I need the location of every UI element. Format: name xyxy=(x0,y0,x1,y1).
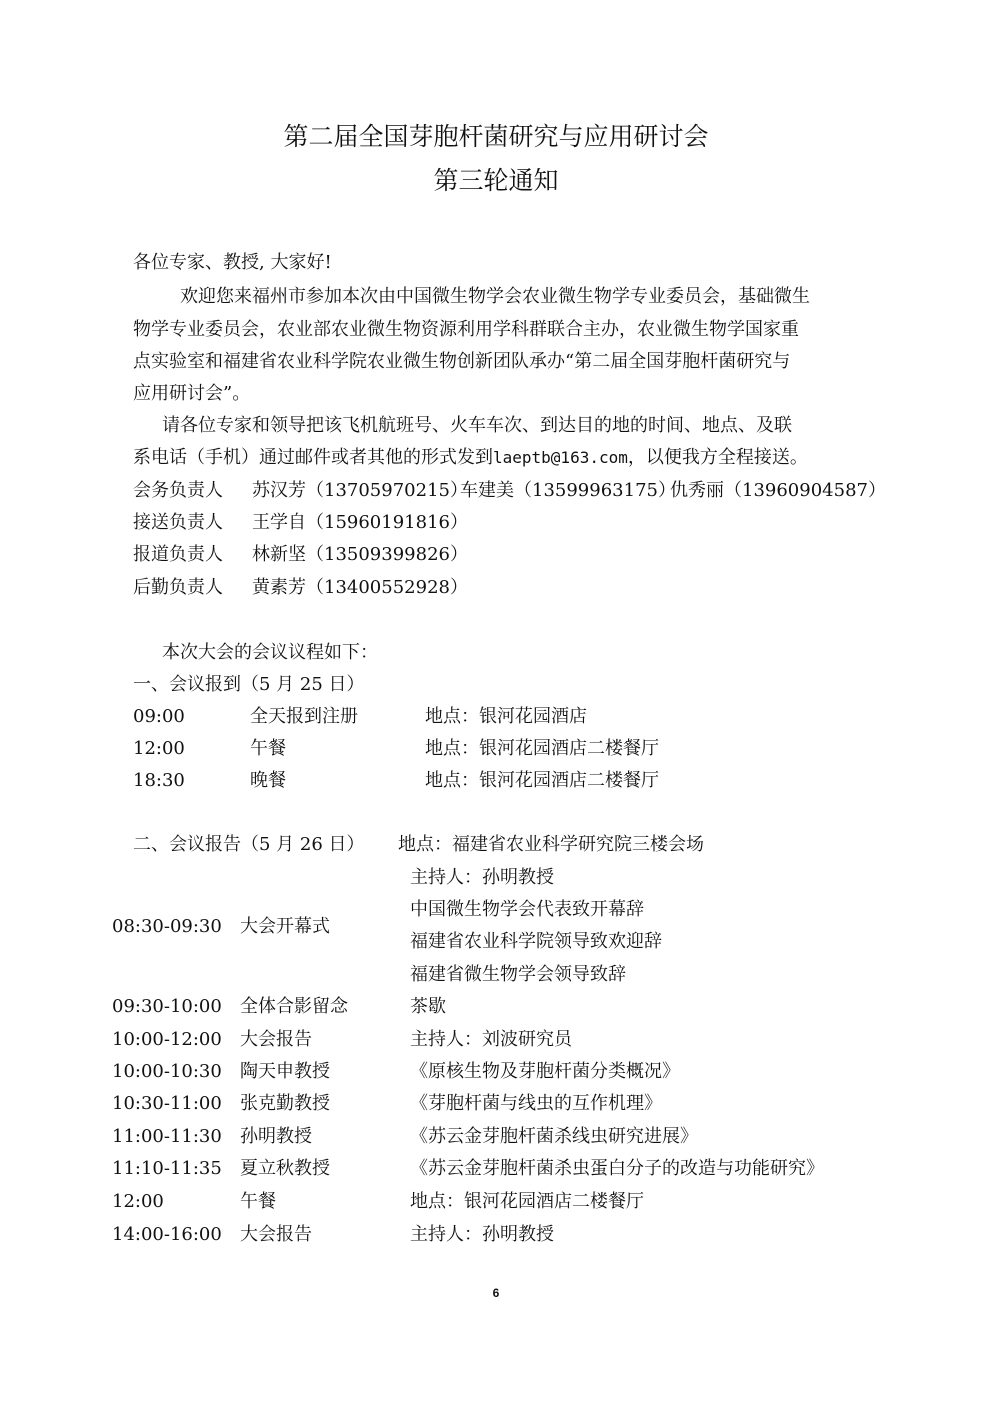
opening-event: 大会开幕式 xyxy=(240,916,330,937)
row-event: 午餐 xyxy=(250,738,286,759)
row-time: 10:30-11:00 xyxy=(112,1093,222,1114)
section-location: 地点：福建省农业科学研究院三楼会场 xyxy=(398,834,704,855)
row-time: 12:00 xyxy=(112,1191,164,1212)
section-heading: 二、会议报告（5 月 26 日） xyxy=(133,834,365,855)
request-line xyxy=(133,446,808,470)
row-event: 张克勤教授 xyxy=(240,1093,330,1114)
row-event: 全天报到注册 xyxy=(250,706,358,727)
logistics-label: 后勤负责人 xyxy=(133,577,223,598)
row-event: 午餐 xyxy=(240,1191,276,1212)
affairs-person: 仇秀丽（13960904587） xyxy=(670,480,886,501)
opening-detail: 主持人：孙明教授 xyxy=(410,867,554,888)
intro-line: 物学专业委员会，农业部农业微生物资源利用学科群联合主办，农业微生物学国家重 xyxy=(133,319,799,340)
row-detail: 《原核生物及芽胞杆菌分类概况》 xyxy=(410,1061,680,1082)
opening-time: 08:30-09:30 xyxy=(112,916,222,937)
row-event: 夏立秋教授 xyxy=(240,1158,330,1179)
agenda-intro: 本次大会的会议议程如下： xyxy=(162,642,378,663)
page-number: 6 xyxy=(492,1286,500,1300)
request-line: 请各位专家和领导把该飞机航班号、火车车次、到达目的地的时间、地点、及联 xyxy=(162,415,792,436)
section-heading: 一、会议报到（5 月 25 日） xyxy=(133,674,365,695)
request-text: 系电话（手机）通过邮件或者其他的形式发到 xyxy=(133,447,493,468)
intro-line: 欢迎您来福州市参加本次由中国微生物学会农业微生物学专业委员会，基础微生 xyxy=(180,286,810,307)
row-location: 地点：银河花园酒店 xyxy=(425,706,587,727)
register-label: 报道负责人 xyxy=(133,544,223,565)
logistics-person: 黄素芳（13400552928） xyxy=(252,577,468,598)
row-event: 全体合影留念 xyxy=(240,996,348,1017)
affairs-label: 会务负责人 xyxy=(133,480,223,501)
page-title: 第二届全国芽胞杆菌研究与应用研讨会 xyxy=(283,122,709,151)
row-detail: 《芽胞杆菌与线虫的互作机理》 xyxy=(410,1093,662,1114)
row-time: 10:00-10:30 xyxy=(112,1061,222,1082)
request-text: ，以便我方全程接送。 xyxy=(627,447,808,468)
page-subtitle: 第三轮通知 xyxy=(433,166,559,195)
opening-detail: 福建省微生物学会领导致辞 xyxy=(410,964,626,985)
row-event: 陶天申教授 xyxy=(240,1061,330,1082)
row-time: 18:30 xyxy=(133,770,185,791)
register-person: 林新坚（13509399826） xyxy=(252,544,468,565)
row-event: 大会报告 xyxy=(240,1029,312,1050)
row-time: 11:00-11:30 xyxy=(112,1126,222,1147)
row-detail: 《苏云金芽胞杆菌杀虫蛋白分子的改造与功能研究》 xyxy=(410,1158,824,1179)
row-location: 地点：银河花园酒店二楼餐厅 xyxy=(425,738,659,759)
row-event: 孙明教授 xyxy=(240,1126,312,1147)
intro-line: 应用研讨会”。 xyxy=(133,383,251,404)
row-detail: 主持人：孙明教授 xyxy=(410,1224,554,1245)
row-location: 地点：银河花园酒店二楼餐厅 xyxy=(425,770,659,791)
transfer-person: 王学自（15960191816） xyxy=(252,512,468,533)
greeting: 各位专家、教授, 大家好! xyxy=(133,252,332,273)
row-time: 11:10-11:35 xyxy=(112,1158,222,1179)
row-detail: 地点：银河花园酒店二楼餐厅 xyxy=(410,1191,644,1212)
affairs-person: 车建美（13599963175） xyxy=(460,480,676,501)
row-event: 晚餐 xyxy=(250,770,286,791)
row-time: 14:00-16:00 xyxy=(112,1224,222,1245)
affairs-person: 苏汉芳（13705970215） xyxy=(252,480,468,501)
row-event: 大会报告 xyxy=(240,1224,312,1245)
row-time: 12:00 xyxy=(133,738,185,759)
row-time: 09:30-10:00 xyxy=(112,996,222,1017)
intro-line: 点实验室和福建省农业科学院农业微生物创新团队承办“第二届全国芽胞杆菌研究与 xyxy=(133,351,791,372)
row-detail: 茶歇 xyxy=(410,996,446,1017)
row-detail: 《苏云金芽胞杆菌杀线虫研究进展》 xyxy=(410,1126,698,1147)
row-time: 09:00 xyxy=(133,706,185,727)
row-time: 10:00-12:00 xyxy=(112,1029,222,1050)
opening-detail: 福建省农业科学院领导致欢迎辞 xyxy=(410,931,662,952)
transfer-label: 接送负责人 xyxy=(133,512,223,533)
row-detail: 主持人：刘波研究员 xyxy=(410,1029,572,1050)
opening-detail: 中国微生物学会代表致开幕辞 xyxy=(410,899,644,920)
email-link[interactable]: laeptb@163.com xyxy=(493,448,628,467)
